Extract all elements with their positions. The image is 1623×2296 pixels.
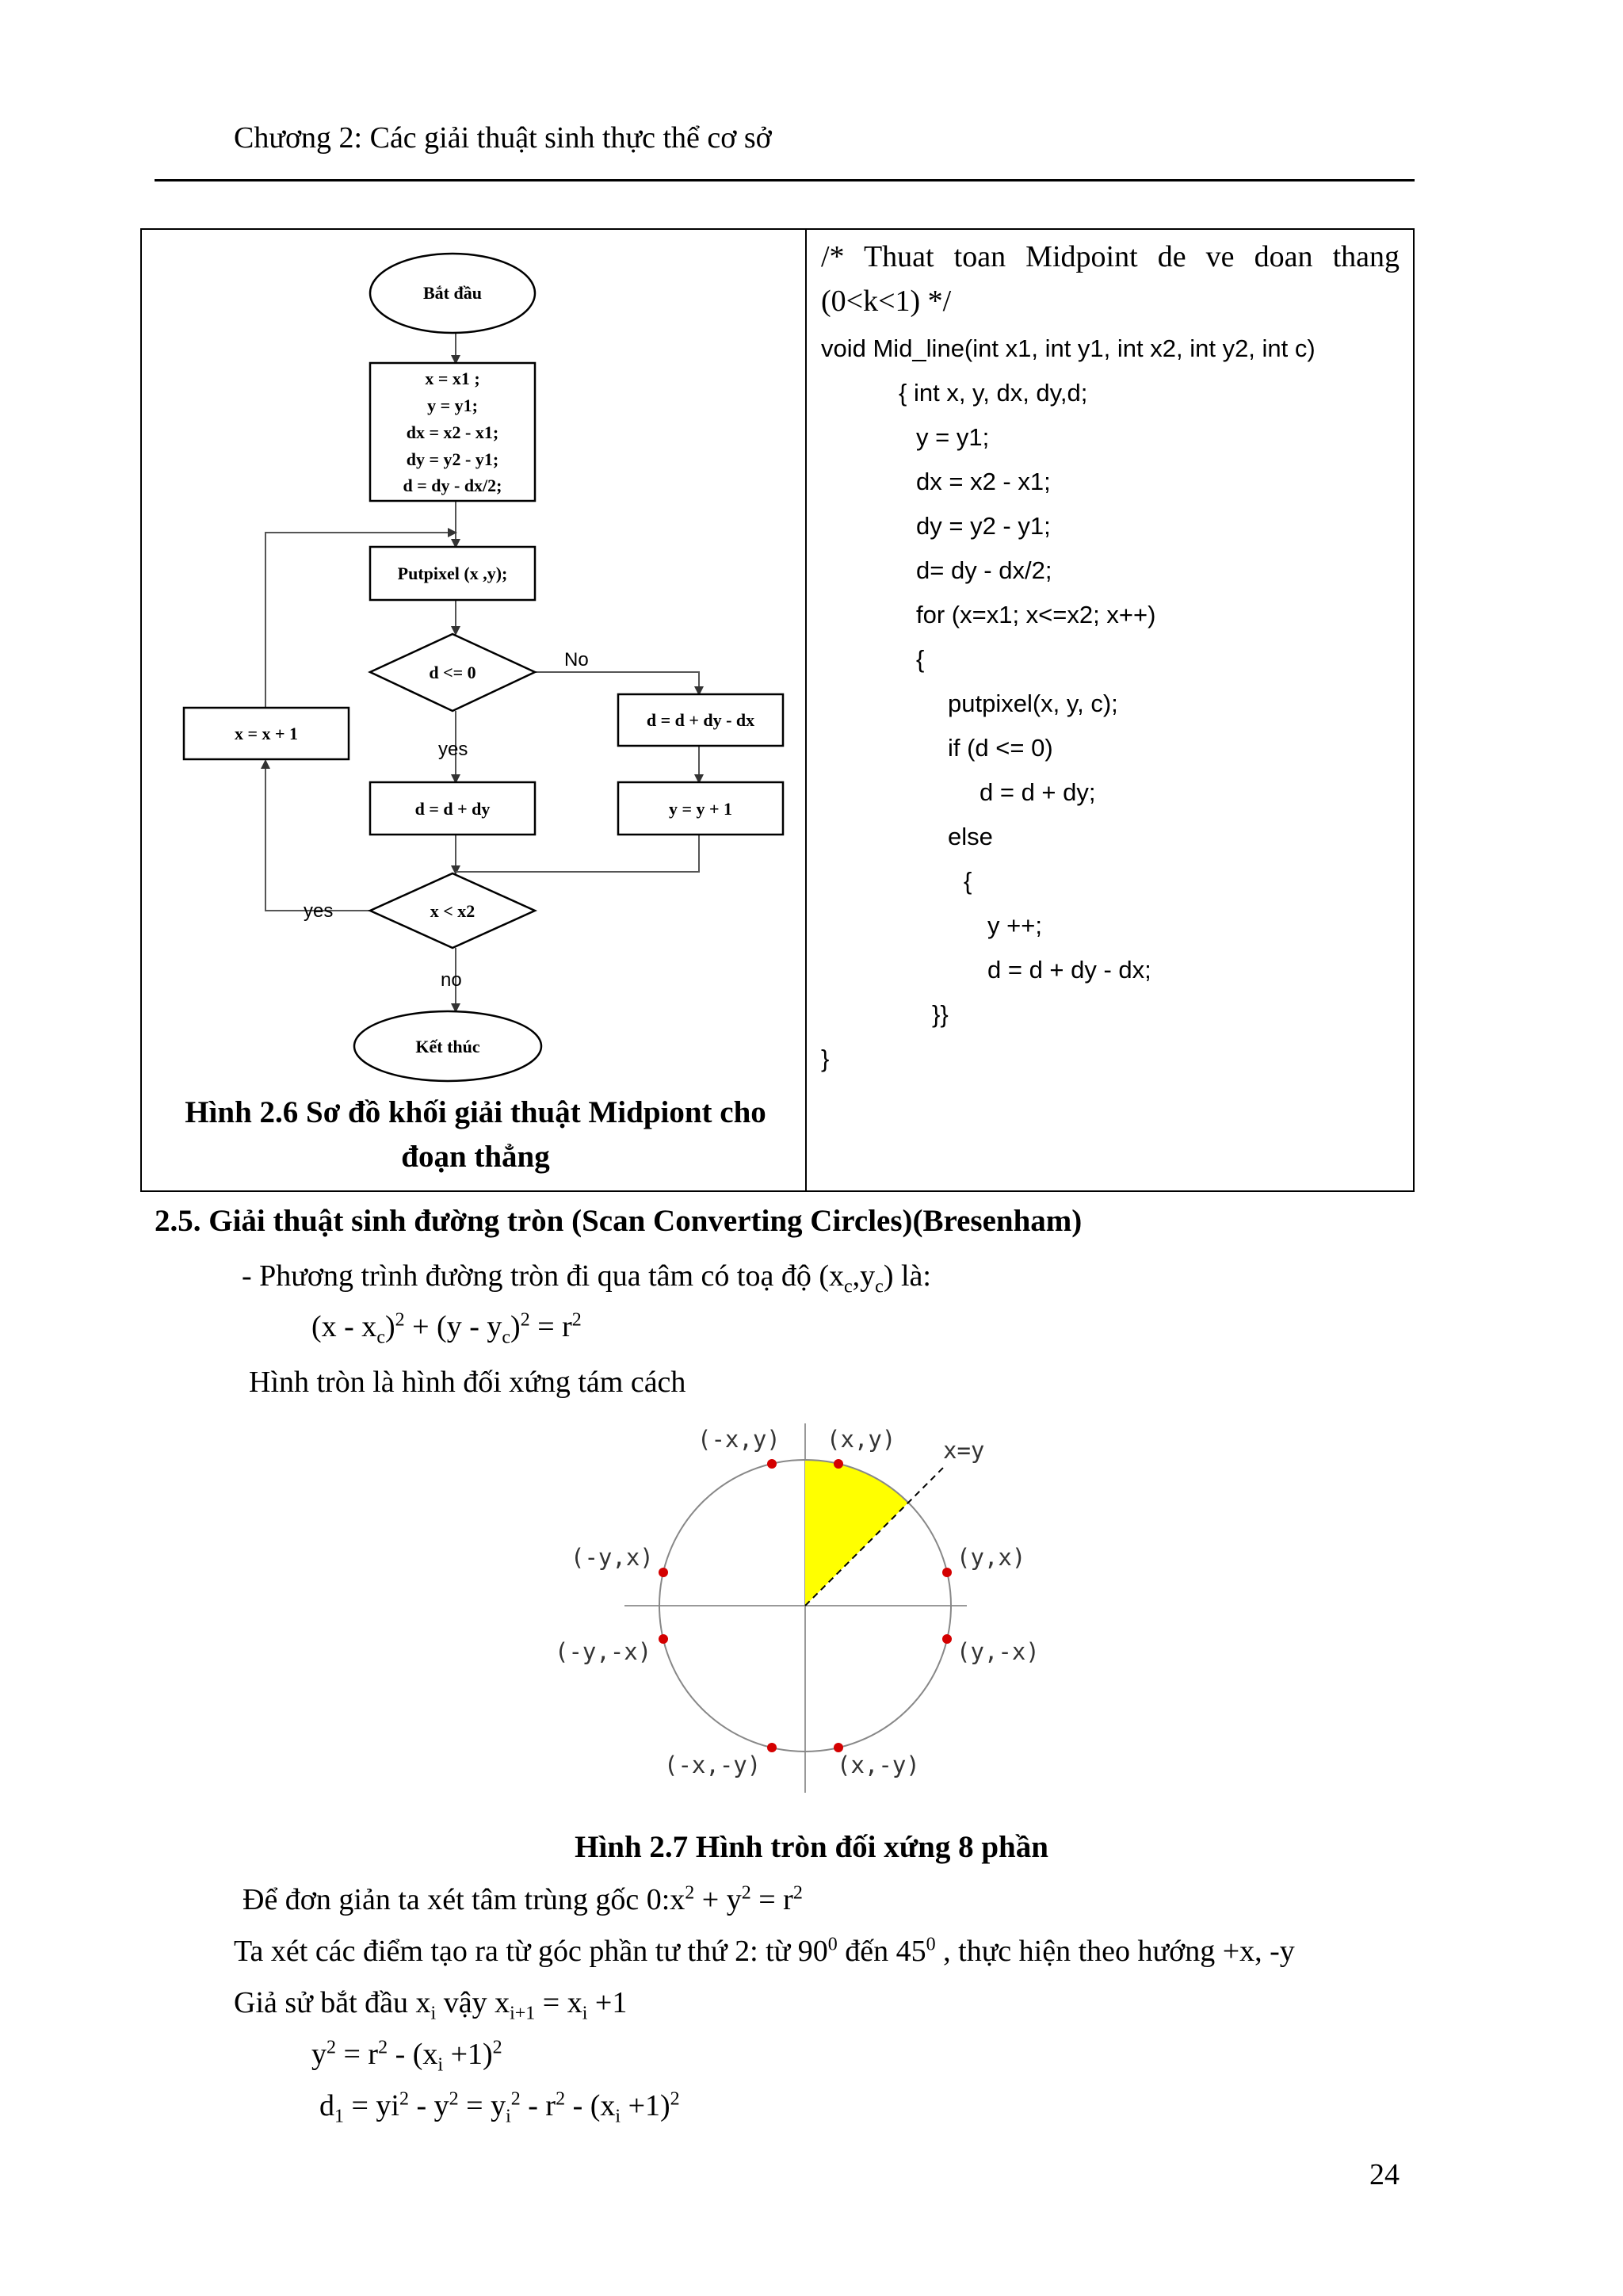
code-line: } [821, 1045, 830, 1072]
svg-text:dy = y2 - y1;: dy = y2 - y1; [406, 449, 499, 469]
label-x-y: (x,y) [827, 1426, 896, 1453]
code-line: d= dy - dx/2; [916, 556, 1052, 584]
code-line: { [964, 867, 972, 895]
svg-text:Putpixel (x ,y);: Putpixel (x ,y); [397, 563, 508, 583]
paragraph-origin: Để đơn giản ta xét tâm trùng gốc $0:x^2 + y^2 = r^2$ [242, 1882, 803, 1916]
svg-text:y = y1;: y = y1; [427, 395, 478, 415]
running-header: Chương 2: Các giải thuật sinh thực thể cơ sở [234, 121, 772, 155]
paragraph-circle-equation: - Phương trình đường tròn đi qua tâm có toạ độ $(x_c,y_c)$ là: [242, 1259, 931, 1297]
code-line: }} [932, 1000, 949, 1028]
paragraph-symmetry: Hình tròn là hình đối xứng tám cách [249, 1366, 686, 1399]
svg-text:Bắt đầu: Bắt đầu [423, 283, 482, 303]
code-line: if (d <= 0) [948, 734, 1053, 762]
code-line: for (x=x1; x<=x2; x++) [916, 601, 1156, 628]
point-neg-y-x [659, 1568, 668, 1577]
label-x-eq-y: x=y [943, 1437, 985, 1464]
point-y-x [942, 1568, 952, 1577]
label-x-neg-y: (x,-y) [837, 1752, 920, 1778]
svg-text:d = d + dy: d = d + dy [414, 799, 491, 819]
code-line: d = d + dy; [980, 778, 1096, 806]
point-neg-y-neg-x [659, 1634, 668, 1644]
svg-text:Kết thúc: Kết thúc [415, 1037, 480, 1056]
point-neg-x-y [767, 1459, 777, 1469]
label-y-x: (y,x) [957, 1544, 1026, 1571]
svg-text:x < x2: x < x2 [430, 901, 475, 921]
code-line: y ++; [987, 911, 1042, 939]
caption-line: Hình 2.6 Sơ đồ khối giải thuật Midpiont cho [185, 1095, 766, 1129]
svg-text:dx = x2 - x1;: dx = x2 - x1; [406, 422, 499, 442]
point-y-neg-x [942, 1634, 952, 1644]
equation-circle: $(x - x_c)^2 + (y - y_c)^2 = r^2$ [311, 1309, 582, 1348]
svg-text:x = x1 ;: x = x1 ; [425, 369, 480, 388]
code-line: dy = y2 - y1; [916, 512, 1051, 540]
label-yes: yes [438, 739, 468, 760]
code-comment-line2: (0<k<1) */ [821, 285, 952, 318]
code-line: else [948, 823, 993, 850]
code-line: y = y1; [916, 423, 990, 451]
code-line: void Mid_line(int x1, int y1, int x2, int y2, int c) [821, 334, 1316, 362]
svg-text:d = d + dy - dx: d = d + dy - dx [646, 710, 755, 730]
paragraph-quadrant: Ta xét các điểm tạo ra từ góc phần tư thứ 2: từ $90^0$ đến $45^0$ , thực hiện theo hướng +x, -y [234, 1934, 1295, 1968]
label-neg-y-x: (-y,x) [571, 1544, 654, 1571]
caption-line: đoạn thẳng [401, 1140, 550, 1174]
svg-text:d <= 0: d <= 0 [429, 663, 476, 682]
label-neg-x-y: (-x,y) [697, 1426, 781, 1453]
label-no-exit: no [441, 969, 462, 991]
label-y-neg-x: (y,-x) [957, 1638, 1040, 1665]
label-no: No [564, 649, 589, 670]
code-line: { [916, 645, 925, 673]
code-line: dx = x2 - x1; [916, 468, 1051, 495]
figure-caption-2-7: Hình 2.7 Hình tròn đối xứng 8 phần [575, 1830, 1048, 1864]
equation-d1: $d_1 = yi^2 - y^2 = y_i^2 - r^2 - (x_i +1)^2$ [319, 2088, 680, 2127]
svg-text:y = y + 1: y = y + 1 [668, 799, 733, 819]
svg-text:d = dy - dx/2;: d = dy - dx/2; [403, 476, 502, 495]
code-line: d = d + dy - dx; [987, 956, 1151, 984]
svg-text:x = x + 1: x = x + 1 [234, 724, 299, 743]
point-neg-x-neg-y [767, 1743, 777, 1752]
code-line: { int x, y, dx, dy,d; [899, 379, 1088, 407]
label-neg-x-neg-y: (-x,-y) [664, 1752, 762, 1778]
label-yes-loop: yes [304, 900, 334, 922]
code-comment-line1: /* Thuat toan Midpoint de ve doan thang [821, 240, 1400, 273]
octant-sector [805, 1460, 908, 1606]
point-x-y [834, 1459, 843, 1469]
code-line: putpixel(x, y, c); [948, 690, 1118, 717]
page-number: 24 [1369, 2158, 1400, 2191]
label-neg-y-neg-x: (-y,-x) [555, 1638, 652, 1665]
paragraph-assume: Giả sử bắt đầu $x_i$ vậy $x_{i+1} = x_i +1$ [234, 1986, 628, 2024]
section-heading: 2.5. Giải thuật sinh đường tròn (Scan Converting Circles)(Bresenham) [155, 1204, 1083, 1238]
equation-y-squared: $y^2 = r^2 - (x_i +1)^2$ [311, 2037, 502, 2076]
